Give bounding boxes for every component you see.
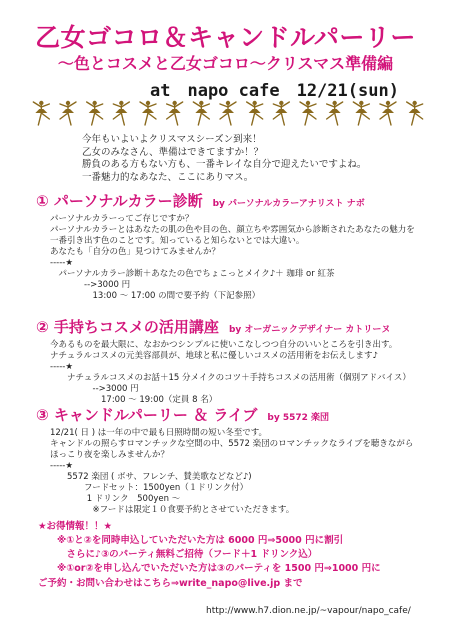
section-heading xyxy=(36,404,413,425)
intro-line: 今年もいよいよクリスマスシーズン到来！ xyxy=(82,134,262,145)
body-line: 12/21( 日 ) は一年の中で最も日照時間の短い冬至です。 xyxy=(50,428,268,438)
ballerina-icon xyxy=(113,101,129,125)
body-line: ナチュラルコスメの元美容部員が、地球と私に優しいコスメの活用術をお伝えします♪ xyxy=(50,351,378,361)
intro-line: 勝負のある方もない方も、一番キレイな自分で迎えたいですよね。 xyxy=(82,159,367,170)
body-line: ※フードは限定１０食要予約とさせていただきます。 xyxy=(50,505,295,515)
ballerina-icon xyxy=(167,101,183,125)
section-presenter: by オーガニックデザイナー カトリーヌ xyxy=(228,325,391,335)
ballerina-icon xyxy=(60,101,76,125)
body-line: 一番引き出す色のことです。知っていると知らないとでは大違い。 xyxy=(50,236,305,246)
ballerina-icon xyxy=(247,101,263,125)
section-title: ① パーソナルカラー診断 xyxy=(36,192,203,210)
bonus-line: さらに♪③のパーティ無料ご招待（フード＋1 ドリンク込） xyxy=(38,549,318,560)
intro-line: 乙女のみなさん、準備はできてますか！？ xyxy=(82,146,264,158)
body-line: 13:00 ～ 17:00 の間で要予約（下記参照） xyxy=(50,291,261,301)
website-url[interactable]: http://www.h7.dion.ne.jp/~vapour/napo_cafe/ xyxy=(206,606,411,616)
bonus-line: ※①と②を同時申込していただいた方は 6000 円⇒5000 円に割引 xyxy=(38,535,344,546)
ballerina-icon xyxy=(327,101,343,125)
section-presenter: by 5572 楽団 xyxy=(267,413,330,423)
section-candle-party xyxy=(36,404,413,516)
body-line: -->3000 円 xyxy=(50,384,139,394)
body-line: 今あるものを最大限に、なおかつシンプルに使いこなしつつ自分のいいところを引き出す。 xyxy=(50,340,398,350)
ballerina-icon xyxy=(33,101,49,125)
venue-date: at napo cafe 12/21(sun) xyxy=(150,81,399,101)
bonus-line: ※①or②を申し込んでいただいた方は③のパーティを 1500 円⇒1000 円に xyxy=(38,563,381,574)
section-personal-color xyxy=(36,190,415,302)
ballerina-icon xyxy=(407,101,423,125)
section-cosme-lesson xyxy=(36,316,411,406)
bonus-line: ★お得情報！！★ xyxy=(38,521,113,532)
ballerina-icon xyxy=(300,101,316,125)
ballerina-icon xyxy=(273,101,289,125)
section-body xyxy=(50,428,413,516)
section-body xyxy=(50,340,411,406)
body-line: キャンドルの照らすロマンチックな空間の中、5572 楽団のロマンチックなライブを聴きながら xyxy=(50,439,414,449)
body-line: あなたも「自分の色」見つけてみませんか？ xyxy=(50,247,221,257)
body-line: ナチュラルコスメのお話＋15 分メイクのコツ＋手持ちコスメの活用術（個別アドバイス） xyxy=(50,373,411,383)
section-heading xyxy=(36,190,415,211)
bonus-info xyxy=(38,520,381,576)
contact-info[interactable]: ご予約・お問い合わせはこちら⇒write_napo@live.jp まで xyxy=(38,578,303,589)
poster-title: 乙女ゴコロ＆キャンドルパーリー xyxy=(35,23,416,52)
ballerina-icon xyxy=(193,101,209,125)
body-line: パーソナルカラーってご存じですか？ xyxy=(50,214,194,224)
body-line: パーソナルカラー診断＋あなたの色でちょこっとメイク♪＋ 珈琲 or 紅茶 xyxy=(50,269,335,279)
ballerina-icon xyxy=(87,101,103,125)
body-line: -----★ xyxy=(50,461,73,471)
intro-text xyxy=(82,134,366,184)
body-line: -->3000 円 xyxy=(50,280,131,290)
body-line: パーソナルカラーとはあなたの肌の色や目の色、顔立ちや雰囲気から診断されたあなたの魅力を xyxy=(50,225,415,235)
body-line: ほっこり夜を楽しみませんか？ xyxy=(50,450,170,460)
section-body xyxy=(50,214,415,302)
poster-subtitle: ～色とコスメと乙女ゴコロ～クリスマス準備編 xyxy=(57,54,394,73)
body-line: 17:00 ～ 19:00（定員 8 名） xyxy=(50,395,218,405)
intro-line: 一番魅力的なあなた、ここにありマス。 xyxy=(82,171,254,183)
body-line: -----★ xyxy=(50,258,73,268)
section-title: ③ キャンドルパーリー ＆ ライブ xyxy=(36,406,258,424)
ballerina-icon xyxy=(220,101,236,125)
body-line: 1 ドリンク 500yen ～ xyxy=(50,494,181,504)
section-title: ② 手持ちコスメの活用講座 xyxy=(36,318,219,336)
body-line: フードセット：1500yen（１ドリンク付） xyxy=(50,483,249,493)
section-presenter: by パーソナルカラーアナリスト ナボ xyxy=(212,199,365,209)
dancer-row xyxy=(28,98,428,128)
ballerina-icon xyxy=(140,101,156,125)
ballerina-icon xyxy=(380,101,396,125)
section-heading xyxy=(36,316,411,337)
body-line: 5572 楽団 ( ボサ、フレンチ、賛美歌などなど♪) xyxy=(50,472,252,482)
ballerina-icon xyxy=(353,101,369,125)
body-line: -----★ xyxy=(50,362,73,372)
